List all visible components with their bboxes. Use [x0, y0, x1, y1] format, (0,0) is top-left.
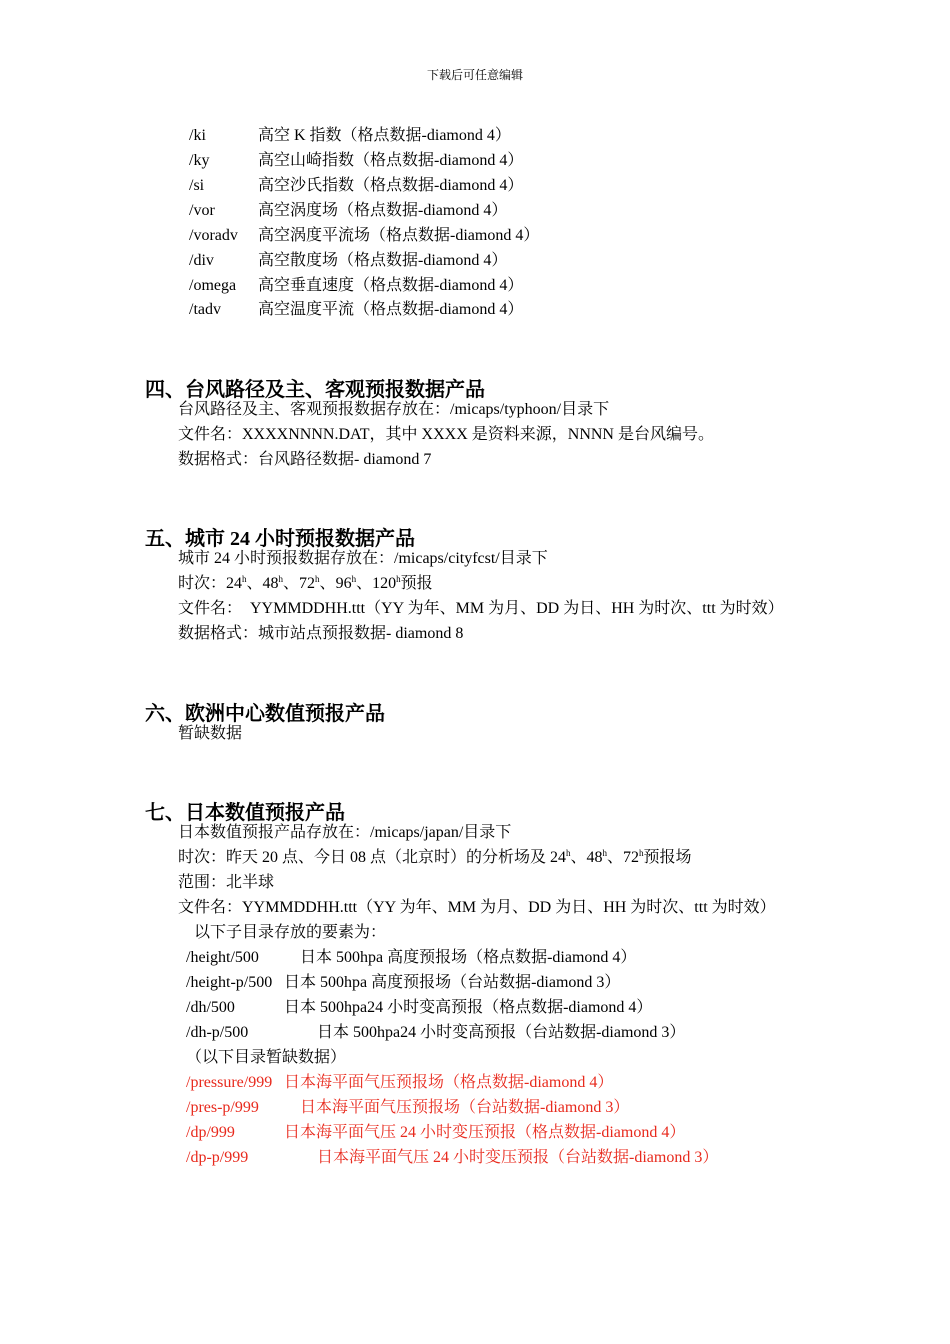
- time-value: 72: [623, 849, 640, 866]
- times-prefix: 时次：昨天 20 点、今日 08 点（北京时）的分析场及: [178, 849, 551, 866]
- dir-desc: 高空 K 指数（格点数据-diamond 4）: [258, 127, 511, 144]
- separator: 、: [283, 575, 300, 592]
- dir-code: /dh/500: [186, 999, 235, 1016]
- separator: 、: [356, 575, 373, 592]
- dir-desc: 高空散度场（格点数据-diamond 4）: [258, 252, 508, 269]
- dir-desc: 日本 500hpa24 小时变高预报（格点数据-diamond 4）: [284, 999, 653, 1016]
- paragraph: 日本数值预报产品存放在：/micaps/japan/目录下: [178, 824, 512, 841]
- page-header: 下载后可任意编辑: [426, 68, 523, 82]
- times-suffix: 预报: [400, 575, 433, 592]
- times-line: [178, 574, 433, 594]
- hour-sup: h: [315, 574, 320, 584]
- dir-desc: 日本海平面气压 24 小时变压预报（台站数据-diamond 3）: [317, 1149, 719, 1166]
- dir-desc: 高空涡度平流场（格点数据-diamond 4）: [258, 227, 540, 244]
- dir-desc: 高空涡度场（格点数据-diamond 4）: [258, 202, 508, 219]
- time-value: 24: [226, 575, 243, 592]
- time-value: 96: [335, 575, 352, 592]
- paragraph: 数据格式：台风路径数据- diamond 7: [178, 451, 432, 468]
- paragraph: 台风路径及主、客观预报数据存放在：/micaps/typhoon/目录下: [178, 401, 610, 418]
- missing-note: （以下目录暂缺数据）: [186, 1049, 347, 1066]
- time-value: 48: [586, 849, 603, 866]
- dir-code: /height-p/500: [186, 974, 273, 991]
- dir-code: /dp/999: [186, 1124, 235, 1141]
- separator: 、: [246, 575, 263, 592]
- dir-desc: 高空沙氏指数（格点数据-diamond 4）: [258, 177, 524, 194]
- section-heading: 四、台风路径及主、客观预报数据产品: [145, 379, 485, 401]
- hour-sup: h: [242, 574, 247, 584]
- hour-sup: h: [396, 574, 401, 584]
- section-heading: 七、日本数值预报产品: [145, 802, 345, 824]
- hour-sup: h: [278, 574, 284, 584]
- hour-sup: h: [639, 848, 644, 858]
- dir-code: /si: [189, 177, 205, 194]
- hour-sup: h: [566, 848, 571, 858]
- separator: 、: [570, 849, 587, 866]
- dir-desc: 高空温度平流（格点数据-diamond 4）: [258, 301, 524, 318]
- time-value: 48: [262, 575, 279, 592]
- times-label: 时次：: [178, 575, 227, 592]
- dir-code: /pres-p/999: [186, 1099, 259, 1116]
- dir-desc: 日本 500hpa24 小时变高预报（台站数据-diamond 3）: [317, 1024, 686, 1041]
- dir-desc: 日本海平面气压预报场（台站数据-diamond 3）: [300, 1099, 630, 1116]
- paragraph: 文件名：YYMMDDHH.ttt（YY 为年、MM 为月、DD 为日、HH 为时次、ttt 为时效）: [178, 899, 776, 916]
- dir-code: /ky: [189, 152, 210, 169]
- separator: 、: [319, 575, 336, 592]
- dir-code: /pressure/999: [186, 1074, 273, 1091]
- times-suffix: 预报场: [643, 849, 692, 866]
- hour-sup: h: [351, 574, 357, 584]
- dir-code: /dp-p/999: [186, 1149, 249, 1166]
- times-line: [178, 848, 692, 868]
- dir-code: /div: [189, 252, 214, 269]
- dir-desc: 日本 500hpa 高度预报场（台站数据-diamond 3）: [284, 974, 621, 991]
- dir-desc: 日本 500hpa 高度预报场（格点数据-diamond 4）: [300, 949, 637, 966]
- dir-code: /omega: [189, 277, 237, 294]
- separator: 、: [607, 849, 624, 866]
- dir-desc: 日本海平面气压 24 小时变压预报（格点数据-diamond 4）: [284, 1124, 686, 1141]
- paragraph: 文件名：XXXXNNNN.DAT，其中 XXXX 是资料来源，NNNN 是台风编号。: [178, 426, 714, 443]
- paragraph: 暂缺数据: [178, 725, 243, 742]
- paragraph: 以下子目录存放的要素为：: [194, 924, 387, 941]
- paragraph: 城市 24 小时预报数据存放在：/micaps/cityfcst/目录下: [178, 550, 548, 567]
- dir-code: /dh-p/500: [186, 1024, 249, 1041]
- paragraph: 数据格式：城市站点预报数据- diamond 8: [178, 625, 464, 642]
- dir-desc: 高空垂直速度（格点数据-diamond 4）: [258, 277, 524, 294]
- dir-code: /tadv: [189, 301, 221, 318]
- hour-sup: h: [602, 848, 608, 858]
- dir-code: /voradv: [189, 227, 238, 244]
- dir-desc: 高空山崎指数（格点数据-diamond 4）: [258, 152, 524, 169]
- section-heading: 六、欧洲中心数值预报产品: [145, 703, 385, 725]
- dir-desc: 日本海平面气压预报场（格点数据-diamond 4）: [284, 1074, 614, 1091]
- dir-code: /vor: [189, 202, 215, 219]
- paragraph: 文件名： YYMMDDHH.ttt（YY 为年、MM 为月、DD 为日、HH 为时次、ttt 为时效）: [178, 600, 784, 617]
- section-heading: 五、城市 24 小时预报数据产品: [145, 528, 415, 550]
- time-value: 24: [550, 849, 567, 866]
- time-value: 120: [372, 575, 397, 592]
- dir-code: /ki: [189, 127, 206, 144]
- dir-code: /height/500: [186, 949, 259, 966]
- time-value: 72: [299, 575, 316, 592]
- paragraph: 范围：北半球: [178, 874, 275, 891]
